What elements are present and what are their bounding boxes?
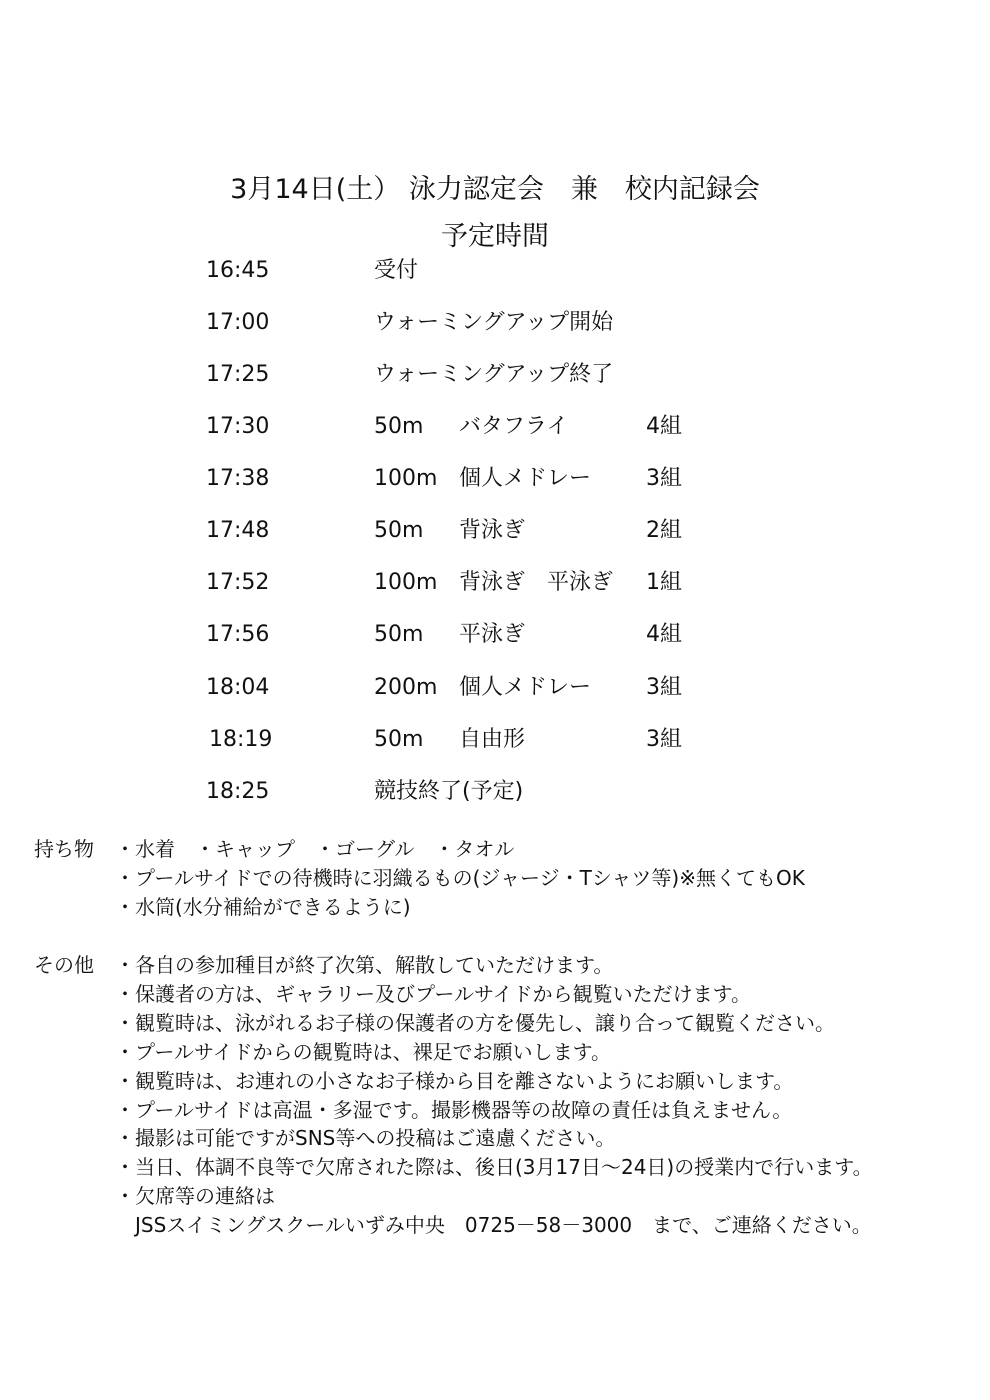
schedule-row: [0, 412, 990, 442]
schedule-row: [0, 256, 990, 286]
note-line: ・プールサイドは高温・多湿です。撮影機器等の故障の責任は負えません。: [115, 1097, 793, 1122]
schedule-groups: 1組: [646, 570, 682, 595]
schedule-groups: 2組: [646, 518, 682, 543]
schedule-time: 17:56: [206, 622, 270, 647]
note-line: ・観覧時は、泳がれるお子様の保護者の方を優先し、譲り合って観覧ください。: [115, 1010, 835, 1035]
schedule-row: [0, 673, 990, 703]
schedule-distance: 50m: [374, 414, 424, 439]
page-subtitle: 予定時間: [441, 221, 549, 252]
schedule-row: [0, 464, 990, 494]
note-line: ・プールサイドからの観覧時は、裸足でお願いします。: [115, 1039, 611, 1064]
note-line: ・撮影は可能ですがSNS等への投稿はご遠慮ください。: [115, 1126, 616, 1151]
schedule-time: 17:48: [206, 518, 270, 543]
schedule-event: 背泳ぎ: [459, 518, 526, 543]
schedule-row: [0, 777, 990, 807]
schedule-event: 自由形: [459, 727, 526, 752]
belongings-list: [115, 835, 805, 922]
schedule-time: 17:38: [206, 466, 270, 491]
schedule-distance: 100m: [374, 570, 438, 595]
schedule-item: 受付: [374, 258, 419, 283]
schedule-event: 平泳ぎ: [459, 622, 526, 647]
note-line: ・各自の参加種目が終了次第、解散していただけます。: [115, 953, 614, 977]
note-line: ・当日、体調不良等で欠席された際は、後日(3月17日～24日)の授業内で行います。: [115, 1155, 873, 1180]
schedule-time: 17:25: [206, 362, 270, 387]
schedule-time: 18:19: [209, 727, 273, 752]
schedule-groups: 4組: [646, 414, 682, 439]
schedule-time: 18:04: [206, 675, 270, 700]
belongings-line: ・プールサイドでの待機時に羽織るもの(ジャージ・Tシャツ等)※無くてもOK: [115, 865, 805, 890]
schedule-row: [0, 516, 990, 546]
schedule-distance: 100m: [374, 466, 438, 491]
schedule-time: 17:00: [206, 310, 270, 335]
schedule-groups: 3組: [646, 727, 682, 752]
schedule-item: 競技終了(予定): [374, 779, 524, 804]
belongings-line: ・水着 ・キャップ ・ゴーグル ・タオル: [115, 837, 515, 861]
schedule-row: [0, 308, 990, 338]
schedule-time: 16:45: [206, 258, 270, 283]
schedule-groups: 3組: [646, 466, 682, 491]
belongings-line: ・水筒(水分補給ができるように): [115, 894, 411, 919]
note-line: ・観覧時は、お連れの小さなお子様から目を離さないようにお願いします。: [115, 1068, 794, 1093]
schedule-event: 個人メドレー: [459, 675, 592, 700]
contact-line: JSSスイミングスクールいずみ中央 0725－58－3000 まで、ご連絡ください。: [115, 1213, 872, 1238]
schedule-item: ウォーミングアップ開始: [374, 310, 614, 335]
page-title: 3月14日(土） 泳力認定会 兼 校内記録会: [230, 174, 760, 205]
schedule-row: [0, 620, 990, 650]
schedule-event: バタフライ: [459, 414, 569, 439]
schedule-item: ウォーミングアップ終了: [374, 362, 614, 387]
schedule-distance: 50m: [374, 727, 424, 752]
schedule-groups: 3組: [646, 675, 682, 700]
schedule-event: 背泳ぎ 平泳ぎ: [459, 570, 614, 595]
other-notes-list: [115, 951, 873, 1240]
schedule-time: 18:25: [206, 779, 270, 804]
schedule-groups: 4組: [646, 622, 682, 647]
belongings-label: 持ち物: [34, 837, 94, 861]
schedule-distance: 50m: [374, 622, 424, 647]
schedule-row: [0, 360, 990, 390]
schedule-event: 個人メドレー: [459, 466, 592, 491]
note-line: ・保護者の方は、ギャラリー及びプールサイドから観覧いただけます。: [115, 981, 751, 1006]
schedule-row: [0, 568, 990, 598]
schedule-distance: 50m: [374, 518, 424, 543]
other-label: その他: [34, 953, 94, 977]
schedule-time: 17:30: [206, 414, 270, 439]
schedule-distance: 200m: [374, 675, 438, 700]
schedule-row: [0, 725, 990, 755]
note-line: ・欠席等の連絡は: [115, 1184, 275, 1209]
schedule-time: 17:52: [206, 570, 270, 595]
